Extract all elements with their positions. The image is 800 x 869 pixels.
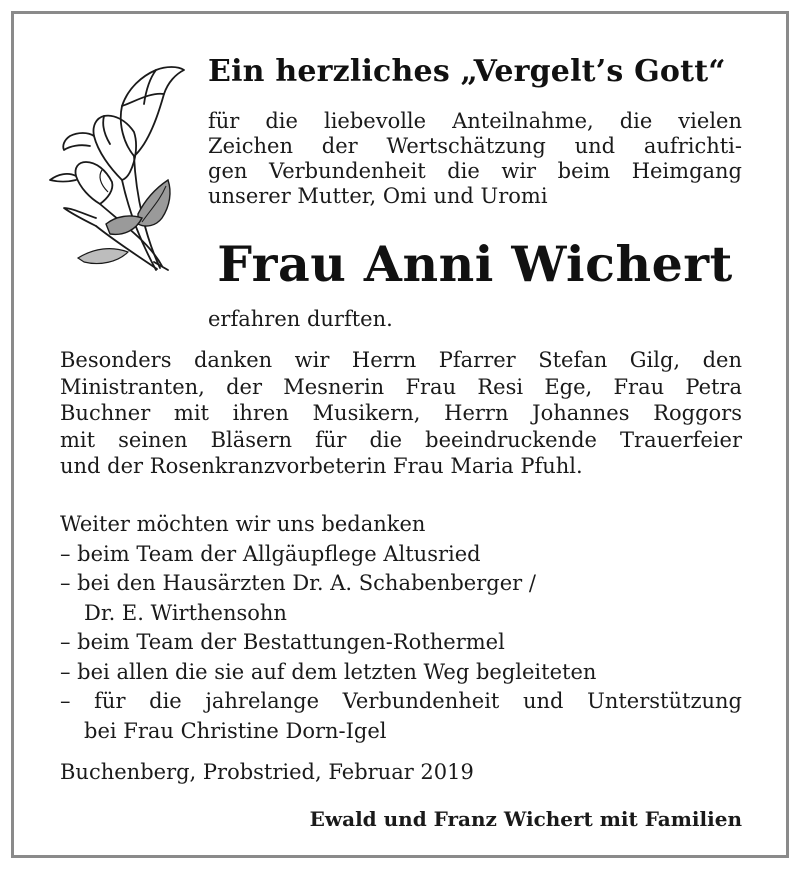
thanks-line: mit seinen Bläsern für die beeindruckende Trauerfeier: [60, 427, 742, 452]
deceased-name: Frau Anni Wichert: [217, 235, 733, 293]
list-item: bei Frau Christine Dorn-Igel: [84, 718, 387, 743]
intro-line: für die liebevolle Anteilnahme, die vielen: [208, 109, 742, 133]
heading-thanks: Ein herzliches „Vergelt’s Gott“: [208, 54, 726, 89]
place-date: Buchenberg, Probstried, Februar 2019: [60, 760, 474, 784]
intro-paragraph: [208, 109, 742, 209]
list-item: – beim Team der Bestattungen-Rothermel: [60, 630, 505, 654]
further-thanks-list: [60, 510, 742, 746]
list-item: – bei den Hausärzten Dr. A. Schabenberger /: [60, 571, 536, 595]
list-item: – bei allen die sie auf dem letzten Weg begleiteten: [60, 659, 597, 684]
list-heading: Weiter möchten wir uns bedanken: [60, 512, 426, 536]
intro-line: gen Verbundenheit die wir beim Heimgang: [208, 159, 742, 183]
received-text: erfahren durften.: [208, 307, 393, 331]
list-item: – für die jahrelange Verbundenheit und Unterstützung: [60, 689, 742, 713]
thanks-line: Besonders danken wir Herrn Pfarrer Stefan Gilg, den: [60, 348, 742, 372]
intro-line: Zeichen der Wertschätzung und aufrichti-: [208, 134, 742, 158]
list-item: – beim Team der Allgäupflege Altusried: [60, 541, 481, 566]
thanks-line: und der Rosenkranzvorbeterin Frau Maria Pfuhl.: [60, 454, 583, 478]
signature: Ewald und Franz Wichert mit Familien: [309, 807, 742, 831]
thanks-line: Ministranten, der Mesnerin Frau Resi Ege, Frau Petra: [60, 374, 742, 399]
list-item: Dr. E. Wirthensohn: [84, 600, 287, 625]
thanks-paragraph: [60, 347, 742, 480]
thanks-line: Buchner mit ihren Musikern, Herrn Johannes Roggors: [60, 401, 742, 425]
intro-line: unserer Mutter, Omi und Uromi: [208, 184, 548, 208]
calla-lily-flower-icon: [38, 48, 188, 273]
